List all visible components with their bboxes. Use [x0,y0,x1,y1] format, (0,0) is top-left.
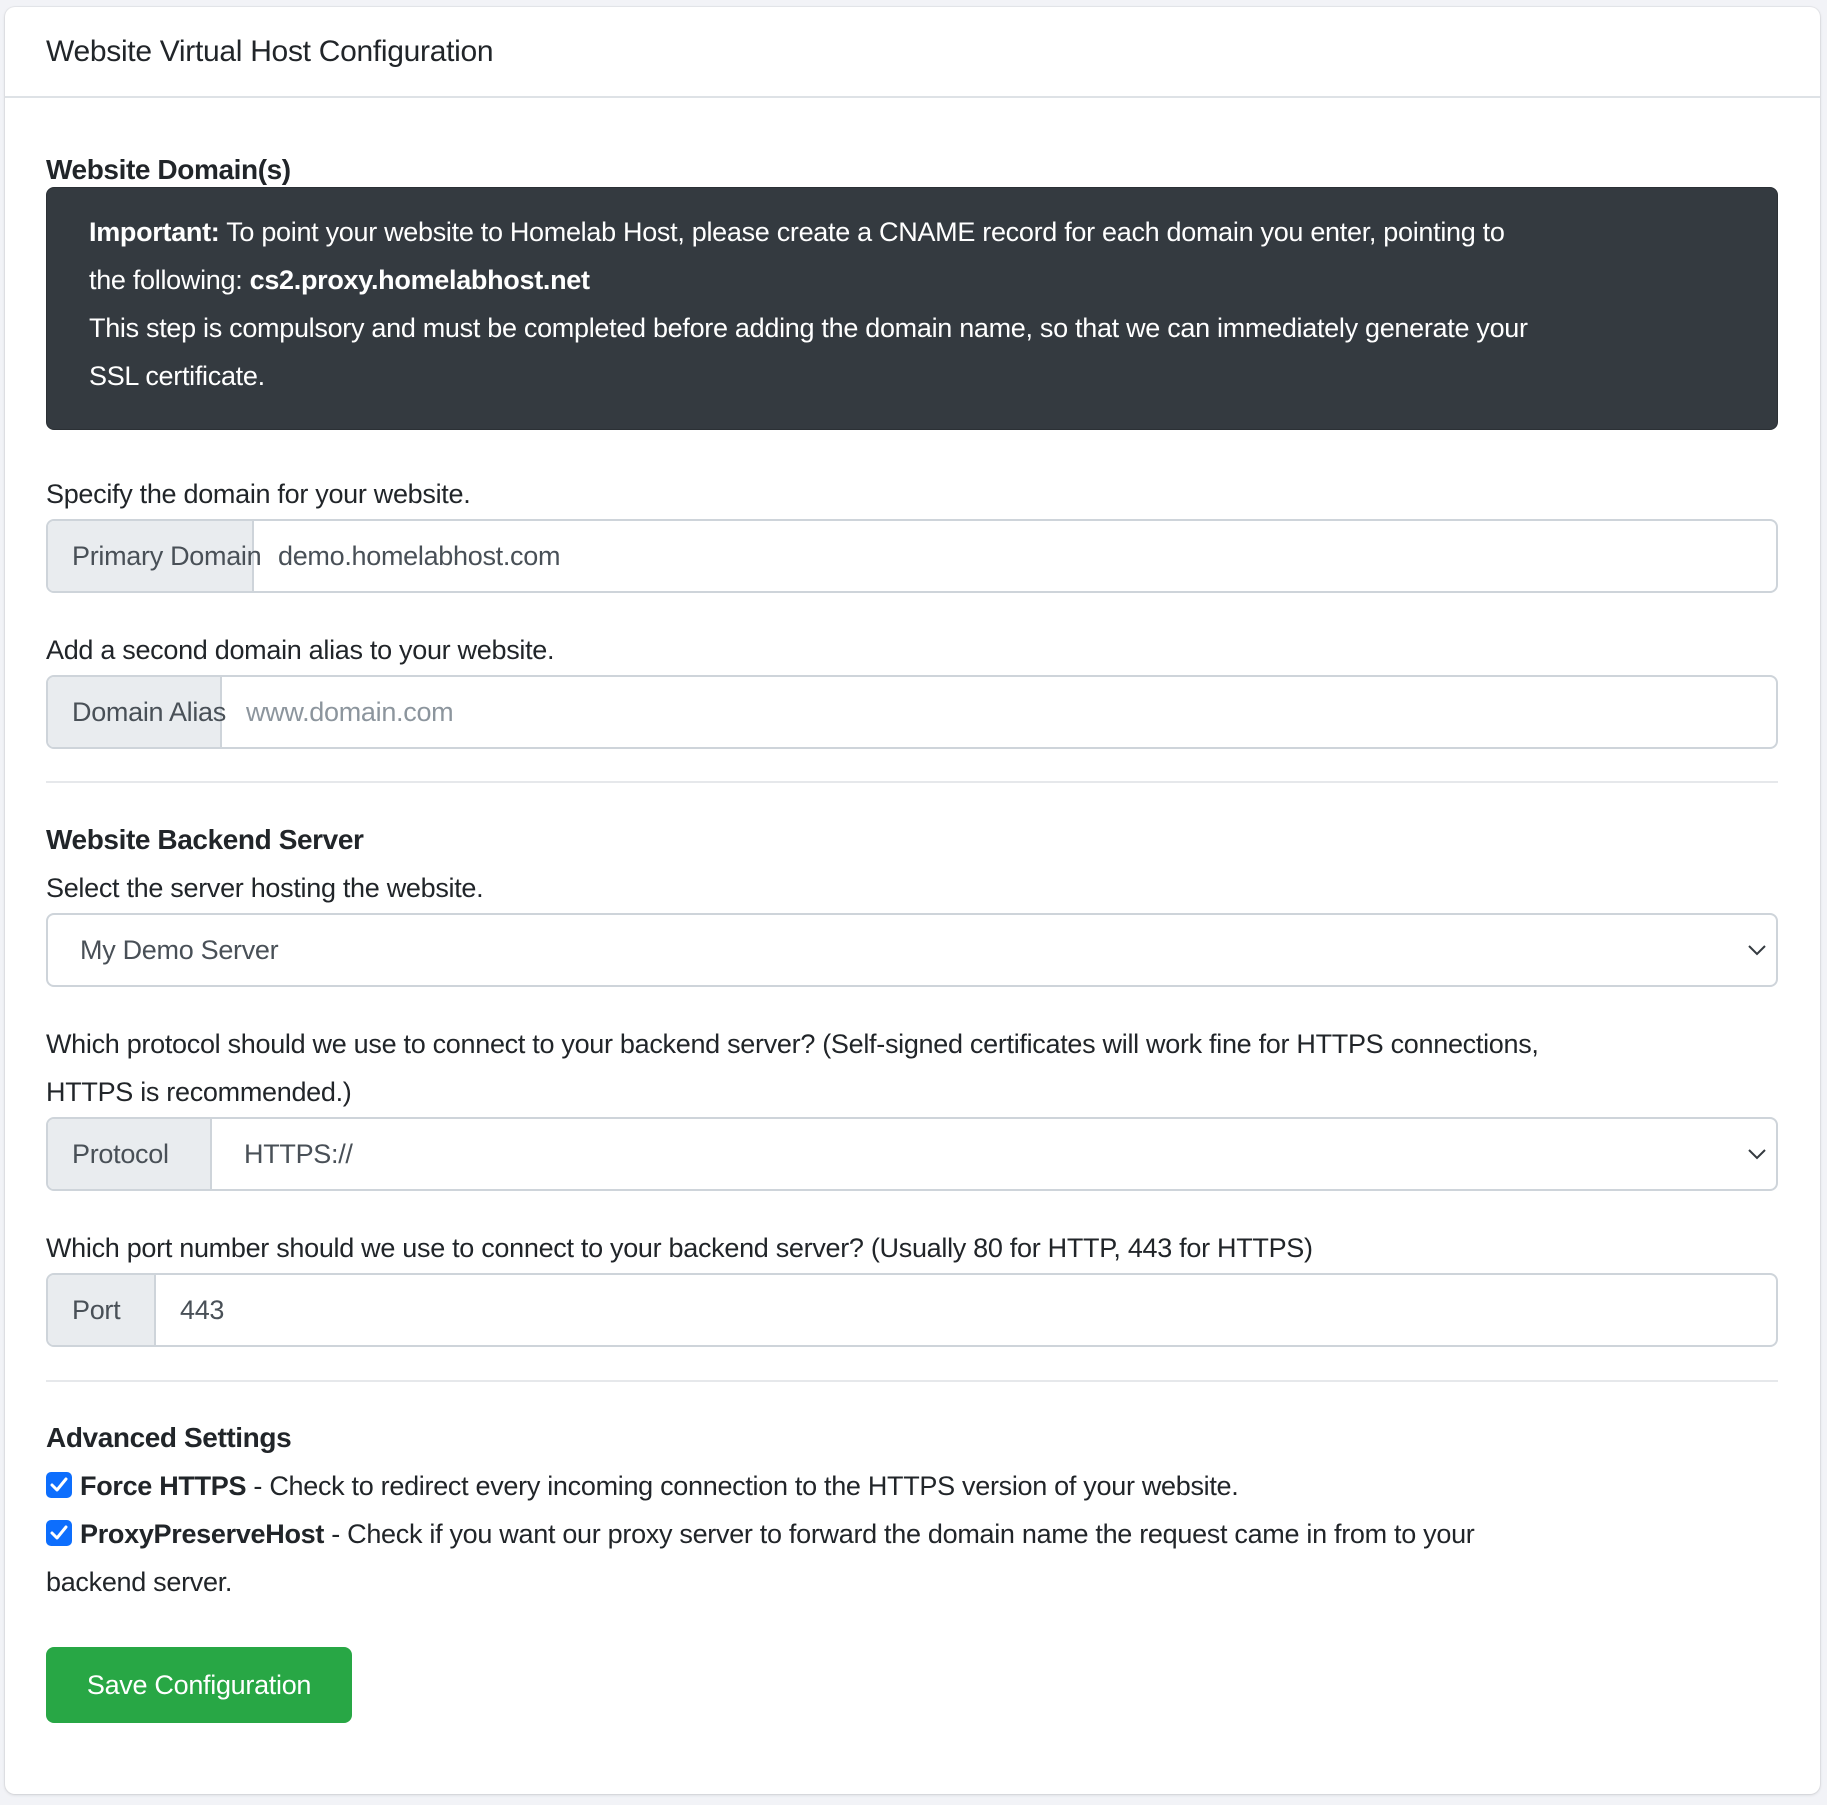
page-title: Website Virtual Host Configuration [46,34,494,68]
protocol-addon: Protocol [48,1119,212,1189]
proxy-preserve-host-checkbox[interactable] [46,1520,72,1546]
force-https-description: - Check to redirect every incoming connection to the HTTPS version of your website. [246,1471,1239,1501]
section-divider [46,1380,1778,1382]
card-header [5,7,1820,98]
chevron-down-icon [1746,943,1768,957]
domain-alias-input[interactable]: www.domain.com [246,696,454,727]
port-group [46,1273,1778,1347]
domain-alias-help: Add a second domain alias to your website. [46,635,555,665]
cname-target: cs2.proxy.homelabhost.net [249,265,590,295]
protocol-select-value: HTTPS:// [244,1138,353,1169]
port-input[interactable]: 443 [180,1294,225,1325]
port-help: Which port number should we use to connect to your backend server? (Usually 80 for HTTP, 443 for HTTPS) [46,1233,1313,1263]
force-https-label: Force HTTPS [80,1471,247,1501]
alert-line-1 [89,208,1735,256]
backend-section-title: Website Backend Server [46,824,364,855]
proxy-preserve-host-label: ProxyPreserveHost [80,1519,325,1549]
chevron-down-icon [1746,1147,1768,1161]
protocol-help-line-1: Which protocol should we use to connect to your backend server? (Self-signed certificates will work fine for HTTPS connections, [46,1029,1539,1059]
force-https-option [46,1462,1238,1510]
protocol-group [46,1117,1778,1191]
alert-text-2: the following: [89,265,250,295]
actions [46,1647,352,1723]
save-configuration-button[interactable]: Save Configuration [46,1647,352,1723]
alert-lead: Important: [89,217,220,247]
cname-alert [46,187,1778,430]
force-https-checkbox[interactable] [46,1472,72,1498]
advanced-section-title: Advanced Settings [46,1422,292,1453]
primary-domain-group [46,519,1778,593]
server-select[interactable] [46,913,1778,987]
section-divider [46,781,1778,783]
primary-domain-input[interactable]: demo.homelabhost.com [278,540,561,571]
card-body [46,98,1778,1700]
proxy-preserve-host-option [46,1510,1474,1558]
port-addon: Port [48,1275,156,1345]
check-icon [49,1524,69,1542]
check-icon [49,1476,69,1494]
alert-line-2 [89,256,1735,304]
protocol-select[interactable] [212,1119,1776,1189]
server-help: Select the server hosting the website. [46,873,484,903]
proxy-preserve-host-description: - Check if you want our proxy server to forward the domain name the request came in from to your [324,1519,1475,1549]
alert-line-4: SSL certificate. [89,361,265,391]
alert-line-3: This step is compulsory and must be completed before adding the domain name, so that we can immediately generate your [89,313,1528,343]
primary-domain-addon: Primary Domain [48,521,254,591]
domain-alias-group [46,675,1778,749]
alert-text-1: To point your website to Homelab Host, please create a CNAME record for each domain you enter, pointing to [219,217,1505,247]
protocol-help-line-2: HTTPS is recommended.) [46,1077,352,1107]
primary-domain-help: Specify the domain for your website. [46,479,471,509]
domain-alias-addon: Domain Alias [48,677,222,747]
vhost-config-card [5,7,1820,1794]
domains-section-title: Website Domain(s) [46,154,291,185]
proxy-preserve-host-description-cont: backend server. [46,1567,233,1597]
server-select-value: My Demo Server [80,934,279,965]
